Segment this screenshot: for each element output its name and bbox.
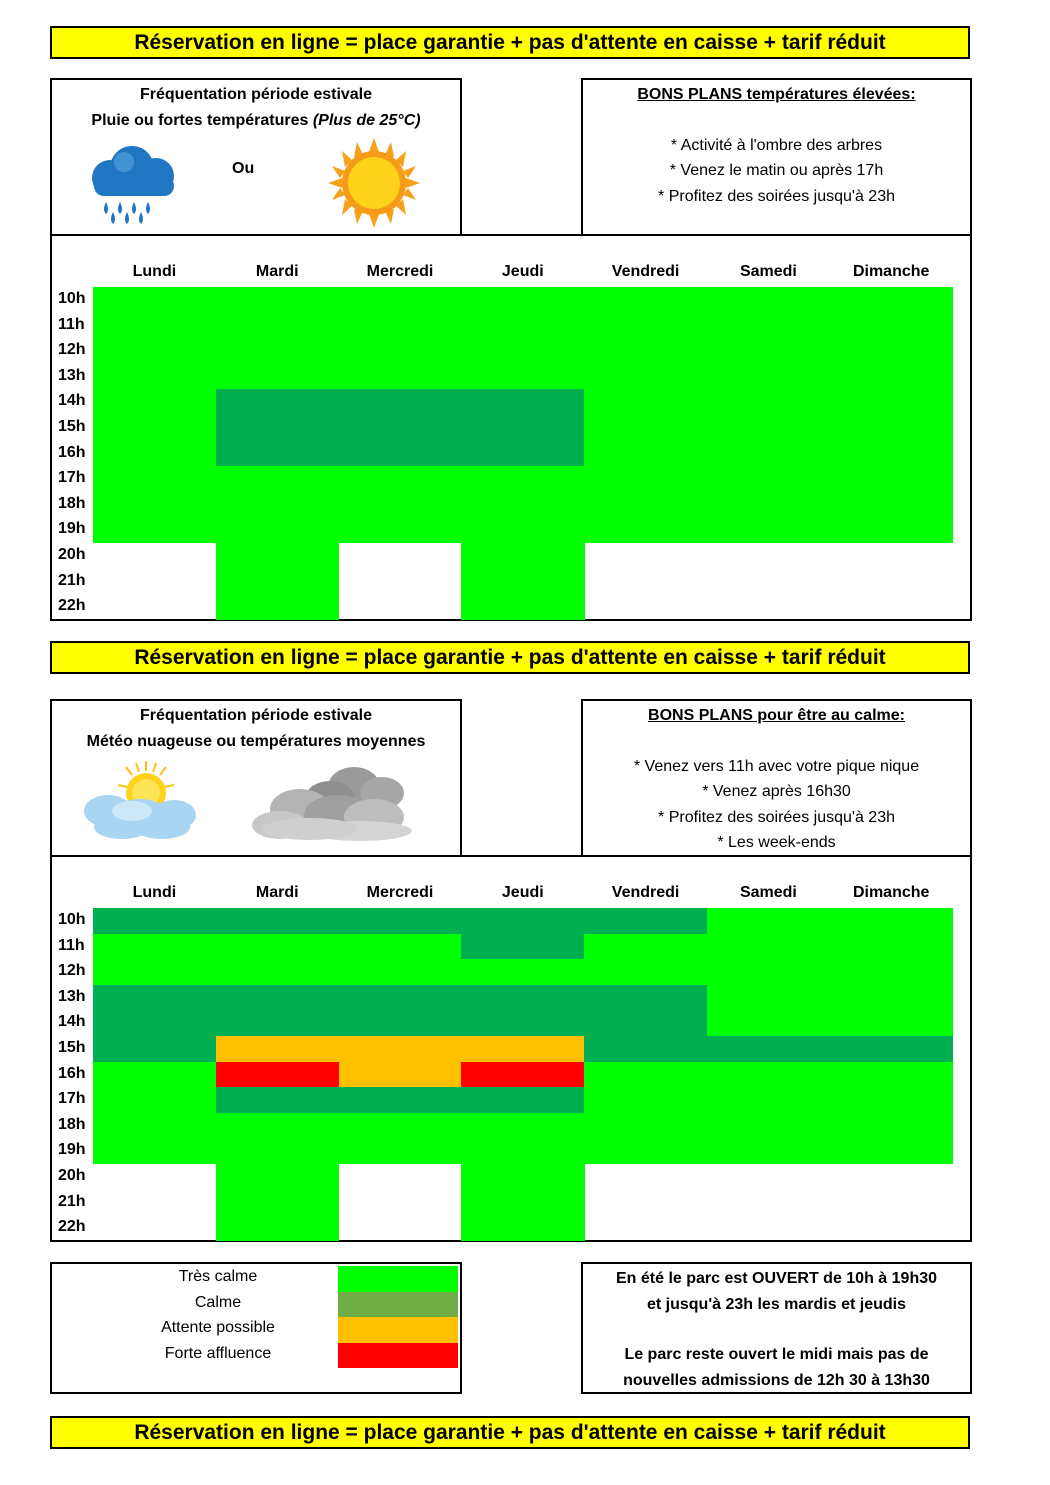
slot-calm <box>93 908 216 934</box>
slot-heavy-crowd <box>216 1062 339 1088</box>
slot-very-calm <box>93 1138 216 1164</box>
day-header: Lundi <box>132 884 177 901</box>
slot-very-calm <box>830 908 953 934</box>
slot-very-calm <box>93 1087 216 1113</box>
slot-calm <box>93 985 216 1011</box>
slot-very-calm <box>93 517 216 543</box>
slot-very-calm <box>707 492 830 518</box>
hour-label: 17h <box>58 469 86 487</box>
slot-very-calm <box>707 441 830 467</box>
hour-label: 11h <box>58 315 85 333</box>
legend-label: Forte affluence <box>164 1345 272 1362</box>
slot-very-calm <box>707 287 830 313</box>
slot-very-calm <box>584 441 707 467</box>
day-header: Mardi <box>255 884 299 901</box>
attendance-title: Fréquentation période estivale <box>139 707 373 724</box>
legend-label: Attente possible <box>161 1319 275 1336</box>
hour-label: 19h <box>58 1141 86 1159</box>
hour-label: 13h <box>58 987 86 1005</box>
day-header: Jeudi <box>501 884 544 901</box>
slot-very-calm <box>830 1062 953 1088</box>
slot-very-calm <box>216 934 339 960</box>
slot-calm <box>339 985 462 1011</box>
legend-swatch-forte <box>338 1343 458 1369</box>
rain-cloud-icon <box>80 140 182 226</box>
slot-calm <box>93 1010 216 1036</box>
slot-possible-wait <box>461 1036 584 1062</box>
slot-very-calm <box>584 466 707 492</box>
slot-very-calm <box>461 287 584 313</box>
slot-very-calm <box>707 338 830 364</box>
slot-very-calm <box>339 1138 462 1164</box>
hour-label: 12h <box>58 962 86 980</box>
slot-very-calm <box>584 287 707 313</box>
slot-calm <box>461 934 584 960</box>
slot-very-calm <box>584 1138 707 1164</box>
grey-clouds-icon <box>250 763 418 843</box>
slot-very-calm <box>584 338 707 364</box>
slot-calm <box>461 441 584 467</box>
day-header: Mercredi <box>366 263 434 280</box>
slot-very-calm <box>830 466 953 492</box>
slot-very-calm <box>707 1113 830 1139</box>
slot-very-calm <box>216 338 339 364</box>
sun-icon <box>324 138 424 228</box>
opening-hours-box <box>581 1262 972 1394</box>
day-header: Lundi <box>132 263 177 280</box>
slot-calm <box>339 389 462 415</box>
hour-label: 20h <box>58 1167 86 1184</box>
slot-very-calm <box>707 985 830 1011</box>
slot-very-calm <box>584 389 707 415</box>
slot-very-calm <box>461 517 584 543</box>
slot-very-calm <box>830 1087 953 1113</box>
slot-very-calm <box>216 1215 339 1241</box>
or-label: Ou <box>232 160 255 177</box>
day-header: Mercredi <box>366 884 434 901</box>
hour-label: 14h <box>58 392 86 410</box>
slot-very-calm <box>216 287 339 313</box>
slot-very-calm <box>584 517 707 543</box>
slot-very-calm <box>830 492 953 518</box>
slot-very-calm <box>584 1062 707 1088</box>
slot-very-calm <box>216 543 339 569</box>
tip-item: * Venez après 16h30 <box>702 783 851 800</box>
tips-box-hot <box>581 78 972 236</box>
slot-very-calm <box>461 1215 584 1241</box>
slot-very-calm <box>93 1113 216 1139</box>
slot-very-calm <box>830 959 953 985</box>
attendance-grid-mild <box>50 855 972 1242</box>
slot-very-calm <box>707 1087 830 1113</box>
slot-very-calm <box>461 338 584 364</box>
slot-very-calm <box>461 594 584 620</box>
day-header: Dimanche <box>852 884 930 901</box>
slot-very-calm <box>707 959 830 985</box>
attendance-box-mild <box>50 699 462 857</box>
slot-calm <box>461 1087 584 1113</box>
slot-very-calm <box>707 1138 830 1164</box>
slot-very-calm <box>339 338 462 364</box>
slot-very-calm <box>93 389 216 415</box>
slot-very-calm <box>216 594 339 620</box>
slot-very-calm <box>830 313 953 339</box>
attendance-grid-hot <box>50 234 972 621</box>
day-header: Mardi <box>255 263 299 280</box>
slot-very-calm <box>93 364 216 390</box>
slot-very-calm <box>461 959 584 985</box>
slot-very-calm <box>339 1113 462 1139</box>
slot-very-calm <box>830 1113 953 1139</box>
slot-very-calm <box>216 364 339 390</box>
slot-very-calm <box>830 1138 953 1164</box>
slot-very-calm <box>461 569 584 595</box>
slot-very-calm <box>830 441 953 467</box>
slot-calm <box>461 415 584 441</box>
legend-swatch-calme <box>338 1292 458 1318</box>
slot-very-calm <box>584 934 707 960</box>
slot-very-calm <box>93 338 216 364</box>
slot-very-calm <box>93 415 216 441</box>
slot-very-calm <box>461 364 584 390</box>
slot-calm <box>830 1036 953 1062</box>
hour-label: 22h <box>58 597 86 615</box>
hour-label: 21h <box>58 1192 86 1210</box>
slot-very-calm <box>707 517 830 543</box>
tip-item: * Venez vers 11h avec votre pique nique <box>633 757 920 775</box>
slot-very-calm <box>830 287 953 313</box>
slot-very-calm <box>461 1113 584 1139</box>
slot-very-calm <box>339 517 462 543</box>
slot-calm <box>339 1087 462 1113</box>
booking-banner: Réservation en ligne = place garantie + pas d'attente en caisse + tarif réduit <box>50 641 970 674</box>
slot-calm <box>461 389 584 415</box>
slot-very-calm <box>707 1062 830 1088</box>
lunch-note: nouvelles admissions de 12h 30 à 13h30 <box>623 1371 930 1389</box>
slot-very-calm <box>339 934 462 960</box>
tip-item: * Profitez des soirées jusqu'à 23h <box>658 187 895 205</box>
slot-very-calm <box>216 1113 339 1139</box>
hour-label: 16h <box>58 443 86 461</box>
slot-very-calm <box>707 313 830 339</box>
slot-calm <box>584 1036 707 1062</box>
hour-label: 18h <box>58 1115 86 1133</box>
slot-possible-wait <box>339 1062 462 1088</box>
hour-label: 21h <box>58 571 86 589</box>
slot-calm <box>339 415 462 441</box>
hour-label: 17h <box>58 1090 86 1108</box>
legend-label: Calme <box>194 1294 242 1311</box>
tips-box-mild <box>581 699 972 857</box>
hour-label: 20h <box>58 546 86 563</box>
slot-very-calm <box>830 985 953 1011</box>
lunch-note: Le parc reste ouvert le midi mais pas de <box>624 1346 929 1363</box>
hour-label: 12h <box>58 341 86 359</box>
day-header: Dimanche <box>852 263 930 280</box>
slot-very-calm <box>93 287 216 313</box>
hour-label: 15h <box>58 418 86 435</box>
weather-condition: Pluie ou fortes températures (Plus de 25°C) <box>91 111 421 129</box>
legend-box <box>50 1262 462 1394</box>
slot-very-calm <box>93 466 216 492</box>
legend-label: Très calme <box>178 1268 258 1285</box>
hour-label: 11h <box>58 936 85 954</box>
slot-very-calm <box>707 466 830 492</box>
day-header: Jeudi <box>501 263 544 280</box>
slot-possible-wait <box>339 1036 462 1062</box>
slot-very-calm <box>584 1113 707 1139</box>
sun-behind-cloud-icon <box>82 759 198 841</box>
slot-very-calm <box>339 364 462 390</box>
tip-item: * Activité à l'ombre des arbres <box>670 136 883 154</box>
slot-very-calm <box>216 1138 339 1164</box>
slot-very-calm <box>461 1190 584 1216</box>
attendance-box-hot <box>50 78 462 236</box>
slot-very-calm <box>830 389 953 415</box>
hour-label: 14h <box>58 1013 86 1031</box>
slot-very-calm <box>707 364 830 390</box>
slot-very-calm <box>707 934 830 960</box>
slot-very-calm <box>216 492 339 518</box>
slot-very-calm <box>93 934 216 960</box>
slot-very-calm <box>461 313 584 339</box>
slot-very-calm <box>93 959 216 985</box>
hour-label: 13h <box>58 366 86 384</box>
slot-very-calm <box>830 517 953 543</box>
slot-very-calm <box>584 313 707 339</box>
hour-label: 15h <box>58 1039 86 1056</box>
slot-calm <box>461 985 584 1011</box>
hour-label: 10h <box>58 290 86 307</box>
slot-very-calm <box>584 364 707 390</box>
slot-very-calm <box>584 415 707 441</box>
slot-very-calm <box>707 1010 830 1036</box>
weather-condition: Météo nuageuse ou températures moyennes <box>86 732 426 750</box>
slot-very-calm <box>461 1138 584 1164</box>
slot-calm <box>707 1036 830 1062</box>
tips-title: BONS PLANS températures élevées: <box>637 86 916 103</box>
tips-title: BONS PLANS pour être au calme: <box>648 707 905 724</box>
slot-very-calm <box>830 1010 953 1036</box>
day-header: Samedi <box>739 263 797 280</box>
slot-very-calm <box>461 1164 584 1190</box>
slot-very-calm <box>830 415 953 441</box>
slot-very-calm <box>93 313 216 339</box>
slot-very-calm <box>93 1062 216 1088</box>
slot-calm <box>461 1010 584 1036</box>
slot-very-calm <box>339 492 462 518</box>
slot-calm <box>584 908 707 934</box>
day-header: Samedi <box>739 884 797 901</box>
slot-very-calm <box>830 338 953 364</box>
slot-calm <box>216 1087 339 1113</box>
day-header: Vendredi <box>611 263 680 280</box>
booking-banner: Réservation en ligne = place garantie + pas d'attente en caisse + tarif réduit <box>50 26 970 59</box>
slot-very-calm <box>339 466 462 492</box>
slot-heavy-crowd <box>461 1062 584 1088</box>
slot-very-calm <box>216 517 339 543</box>
slot-very-calm <box>216 1190 339 1216</box>
slot-very-calm <box>93 441 216 467</box>
attendance-title: Fréquentation période estivale <box>139 86 373 103</box>
slot-calm <box>584 985 707 1011</box>
tip-item: * Profitez des soirées jusqu'à 23h <box>658 808 895 826</box>
hour-label: 19h <box>58 520 86 538</box>
hour-label: 16h <box>58 1064 86 1082</box>
slot-very-calm <box>584 959 707 985</box>
slot-very-calm <box>216 959 339 985</box>
slot-very-calm <box>461 543 584 569</box>
slot-calm <box>339 908 462 934</box>
legend-swatch-attente <box>338 1317 458 1343</box>
hour-label: 18h <box>58 494 86 512</box>
hour-label: 22h <box>58 1218 86 1236</box>
slot-calm <box>216 389 339 415</box>
slot-very-calm <box>461 492 584 518</box>
slot-very-calm <box>216 1164 339 1190</box>
slot-very-calm <box>216 569 339 595</box>
slot-very-calm <box>339 959 462 985</box>
slot-very-calm <box>339 313 462 339</box>
slot-very-calm <box>707 389 830 415</box>
slot-very-calm <box>339 287 462 313</box>
slot-very-calm <box>216 313 339 339</box>
tip-item: * Les week-ends <box>717 834 836 851</box>
slot-very-calm <box>461 466 584 492</box>
slot-very-calm <box>830 934 953 960</box>
opening-note: et jusqu'à 23h les mardis et jeudis <box>646 1295 906 1313</box>
slot-very-calm <box>93 492 216 518</box>
slot-calm <box>216 985 339 1011</box>
slot-possible-wait <box>216 1036 339 1062</box>
day-header: Vendredi <box>611 884 680 901</box>
slot-calm <box>216 441 339 467</box>
hour-label: 10h <box>58 911 86 928</box>
slot-calm <box>93 1036 216 1062</box>
slot-very-calm <box>707 908 830 934</box>
slot-calm <box>461 908 584 934</box>
slot-calm <box>584 1010 707 1036</box>
slot-calm <box>216 1010 339 1036</box>
slot-very-calm <box>584 1087 707 1113</box>
slot-calm <box>339 441 462 467</box>
tip-item: * Venez le matin ou après 17h <box>669 162 884 179</box>
booking-banner: Réservation en ligne = place garantie + pas d'attente en caisse + tarif réduit <box>50 1416 970 1449</box>
legend-swatch-tres-calme <box>338 1266 458 1292</box>
slot-very-calm <box>707 415 830 441</box>
slot-calm <box>216 415 339 441</box>
slot-very-calm <box>830 364 953 390</box>
slot-calm <box>339 1010 462 1036</box>
opening-note: En été le parc est OUVERT de 10h à 19h30 <box>615 1270 938 1287</box>
slot-very-calm <box>216 466 339 492</box>
slot-very-calm <box>584 492 707 518</box>
slot-calm <box>216 908 339 934</box>
